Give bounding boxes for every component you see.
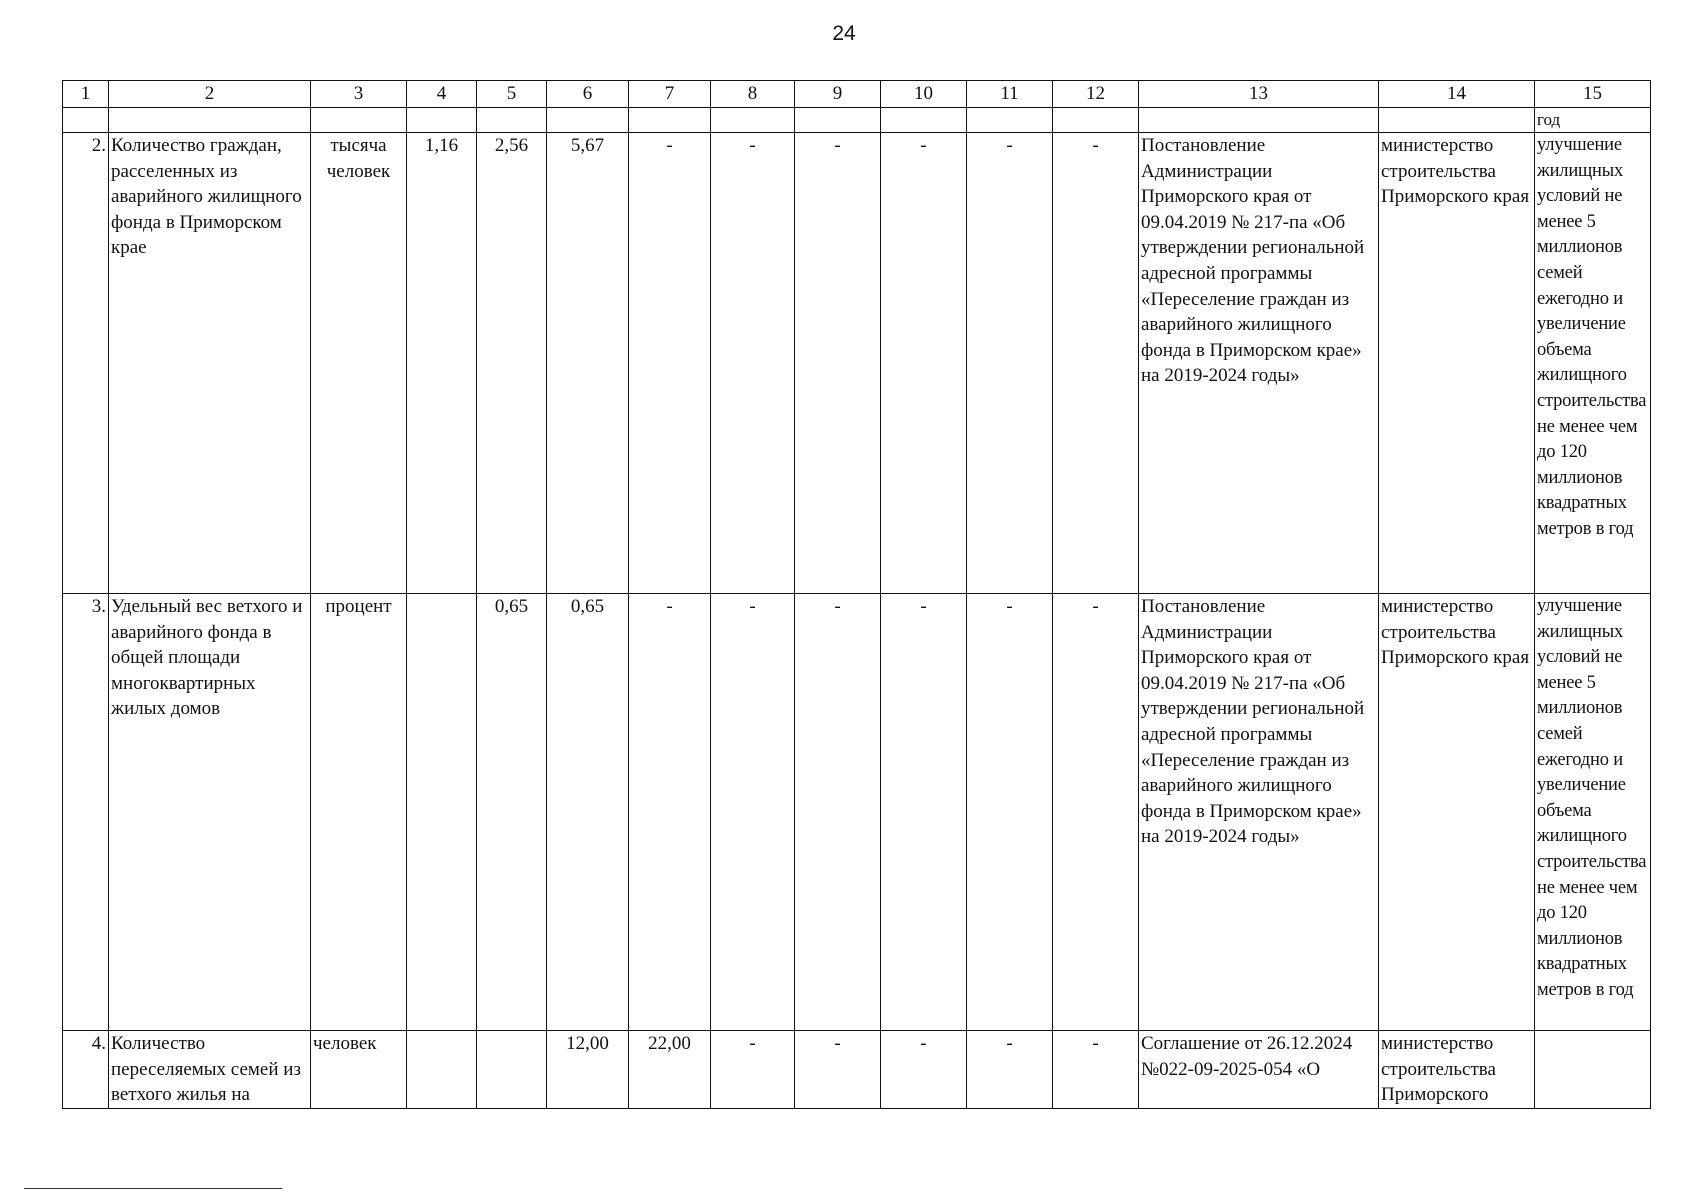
goal-continuation: год bbox=[1535, 108, 1651, 133]
value-col10: - bbox=[881, 133, 967, 594]
footnote-separator bbox=[24, 1188, 282, 1189]
value-col4 bbox=[407, 1031, 477, 1109]
table-cell bbox=[63, 108, 109, 133]
table-cell bbox=[109, 108, 311, 133]
value-col4 bbox=[407, 594, 477, 1031]
unit: процент bbox=[311, 594, 407, 1031]
table-cell bbox=[547, 108, 629, 133]
value-col12: - bbox=[1053, 133, 1139, 594]
column-header: 5 bbox=[477, 81, 547, 108]
table-row bbox=[63, 1031, 1651, 1109]
column-header: 7 bbox=[629, 81, 711, 108]
value-col10: - bbox=[881, 594, 967, 1031]
page-number: 24 bbox=[832, 22, 856, 45]
goal: улучшение жилищных условий не менее 5 миллионов семей ежегодно и увеличение объема жилищного строительства не менее чем до 120 миллионов квадратных метров в год bbox=[1535, 594, 1651, 1031]
row-number: 3. bbox=[63, 594, 109, 1031]
indicator-name: Количество граждан, расселенных из аварийного жилищного фонда в Приморском крае bbox=[109, 133, 311, 594]
column-header: 10 bbox=[881, 81, 967, 108]
legal-basis: Постановление Администрации Приморского края от 09.04.2019 № 217-па «Об утверждении региональной адресной программы «Переселение граждан из аварийного жилищного фонда в Приморском крае» на 2019-2024 годы» bbox=[1139, 594, 1379, 1031]
table-row bbox=[63, 594, 1651, 1031]
value-col12: - bbox=[1053, 594, 1139, 1031]
table-header-row bbox=[63, 81, 1651, 108]
column-header: 14 bbox=[1379, 81, 1535, 108]
goal: улучшение жилищных условий не менее 5 миллионов семей ежегодно и увеличение объема жилищного строительства не менее чем до 120 миллионов квадратных метров в год bbox=[1535, 133, 1651, 594]
value-col6: 5,67 bbox=[547, 133, 629, 594]
column-header: 4 bbox=[407, 81, 477, 108]
value-col9: - bbox=[795, 133, 881, 594]
column-header: 2 bbox=[109, 81, 311, 108]
column-header: 15 bbox=[1535, 81, 1651, 108]
row-number: 2. bbox=[63, 133, 109, 594]
table-cell bbox=[1053, 108, 1139, 133]
value-col7: 22,00 bbox=[629, 1031, 711, 1109]
legal-basis: Постановление Администрации Приморского края от 09.04.2019 № 217-па «Об утверждении региональной адресной программы «Переселение граждан из аварийного жилищного фонда в Приморском крае» на 2019-2024 годы» bbox=[1139, 133, 1379, 594]
responsible-body: министерство строительства Приморского края bbox=[1379, 133, 1535, 594]
table-cell bbox=[629, 108, 711, 133]
column-header: 13 bbox=[1139, 81, 1379, 108]
value-col8: - bbox=[711, 594, 795, 1031]
value-col11: - bbox=[967, 133, 1053, 594]
table-cell bbox=[967, 108, 1053, 133]
column-header: 11 bbox=[967, 81, 1053, 108]
value-col11: - bbox=[967, 1031, 1053, 1109]
indicator-name: Удельный вес ветхого и аварийного фонда в общей площади многоквартирных жилых домов bbox=[109, 594, 311, 1031]
column-header: 9 bbox=[795, 81, 881, 108]
value-col6: 12,00 bbox=[547, 1031, 629, 1109]
goal bbox=[1535, 1031, 1651, 1109]
value-col8: - bbox=[711, 1031, 795, 1109]
value-col7: - bbox=[629, 594, 711, 1031]
table-cell bbox=[477, 108, 547, 133]
column-header: 12 bbox=[1053, 81, 1139, 108]
indicator-name: Количество переселяемых семей из ветхого жилья на bbox=[109, 1031, 311, 1109]
responsible-body: министерство строительства Приморского bbox=[1379, 1031, 1535, 1109]
column-header: 8 bbox=[711, 81, 795, 108]
value-col7: - bbox=[629, 133, 711, 594]
column-header: 6 bbox=[547, 81, 629, 108]
legal-basis: Соглашение от 26.12.2024 №022-09-2025-054 «О bbox=[1139, 1031, 1379, 1109]
value-col9: - bbox=[795, 1031, 881, 1109]
column-header: 3 bbox=[311, 81, 407, 108]
table-cell bbox=[1139, 108, 1379, 133]
value-col4: 1,16 bbox=[407, 133, 477, 594]
table-cell bbox=[311, 108, 407, 133]
table-cell bbox=[795, 108, 881, 133]
value-col12: - bbox=[1053, 1031, 1139, 1109]
column-header: 1 bbox=[63, 81, 109, 108]
value-col6: 0,65 bbox=[547, 594, 629, 1031]
table-cell bbox=[881, 108, 967, 133]
indicators-table bbox=[62, 80, 1651, 1109]
value-col5: 2,56 bbox=[477, 133, 547, 594]
row-number: 4. bbox=[63, 1031, 109, 1109]
value-col11: - bbox=[967, 594, 1053, 1031]
table-row bbox=[63, 133, 1651, 594]
value-col9: - bbox=[795, 594, 881, 1031]
value-col5: 0,65 bbox=[477, 594, 547, 1031]
continuation-row bbox=[63, 108, 1651, 133]
table-cell bbox=[407, 108, 477, 133]
value-col8: - bbox=[711, 133, 795, 594]
table-cell bbox=[711, 108, 795, 133]
table-cell bbox=[1379, 108, 1535, 133]
responsible-body: министерство строительства Приморского края bbox=[1379, 594, 1535, 1031]
unit: тысяча человек bbox=[311, 133, 407, 594]
value-col10: - bbox=[881, 1031, 967, 1109]
unit: человек bbox=[311, 1031, 407, 1109]
value-col5 bbox=[477, 1031, 547, 1109]
